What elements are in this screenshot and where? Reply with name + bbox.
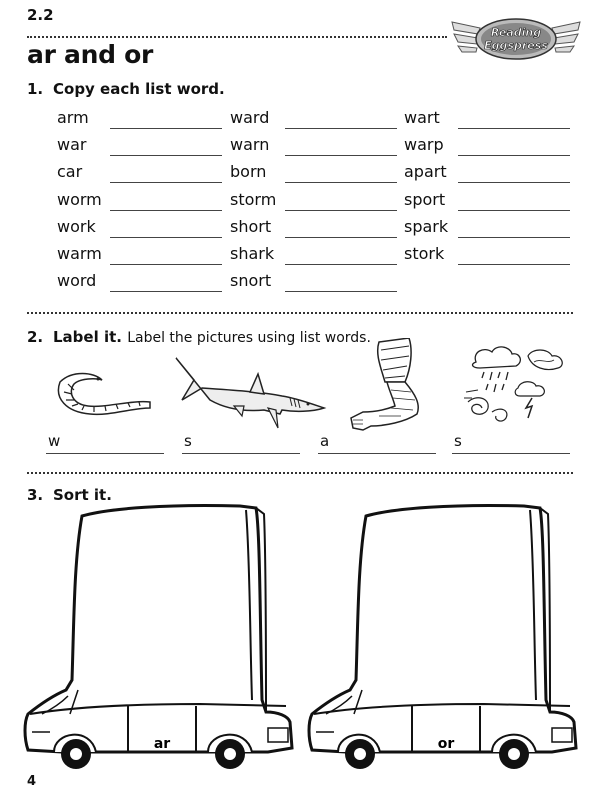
list-word: short [230, 216, 272, 236]
list-word: storm [230, 189, 277, 209]
starting-letter: a [320, 432, 330, 450]
list-word: stork [404, 244, 445, 263]
list-word: apart [404, 162, 447, 182]
list-word: born [230, 162, 267, 182]
or-van [309, 505, 576, 769]
question-instruction: Label the pictures using list words. [127, 330, 371, 346]
list-word: work [57, 216, 96, 236]
label-answer-line[interactable] [452, 453, 570, 454]
bin-label-or: or [437, 736, 455, 752]
logo-word-1: Reading [490, 26, 542, 39]
list-word: snort [230, 271, 272, 291]
list-word: word [57, 271, 97, 291]
bin-label-ar: ar [153, 736, 171, 752]
question-number: 1. [27, 80, 44, 98]
starting-letter: s [184, 432, 192, 450]
starting-letter: s [454, 432, 462, 450]
page-title: ar and or [27, 40, 153, 69]
ar-van [25, 505, 292, 769]
question-text: Copy each list word. [53, 80, 225, 98]
list-word: sport [404, 189, 446, 209]
starting-letter: w [48, 432, 61, 450]
list-word: car [57, 162, 83, 182]
logo-word-2: Eggspress [484, 39, 548, 52]
list-word: warp [404, 135, 444, 155]
list-word: spark [404, 216, 449, 236]
list-word: worm [57, 189, 102, 209]
list-word: warn [230, 135, 270, 155]
page-number: 4 [27, 774, 37, 789]
label-answer-line[interactable] [46, 453, 164, 454]
question-number: 2. [27, 328, 44, 346]
section-divider [27, 472, 573, 474]
unit-number: 2.2 [27, 6, 54, 24]
label-answer-line[interactable] [182, 453, 300, 454]
sort-vans [20, 500, 586, 778]
question-text: Label it. [53, 328, 122, 346]
list-word: warm [57, 244, 102, 263]
list-word: arm [57, 108, 89, 127]
label-answer-line[interactable] [318, 453, 436, 454]
question-number: 3. [27, 486, 44, 504]
list-word: war [57, 135, 87, 155]
list-word: wart [404, 108, 440, 127]
list-word: shark [230, 244, 275, 263]
list-word: ward [230, 108, 270, 127]
question-text: Sort it. [53, 486, 112, 504]
